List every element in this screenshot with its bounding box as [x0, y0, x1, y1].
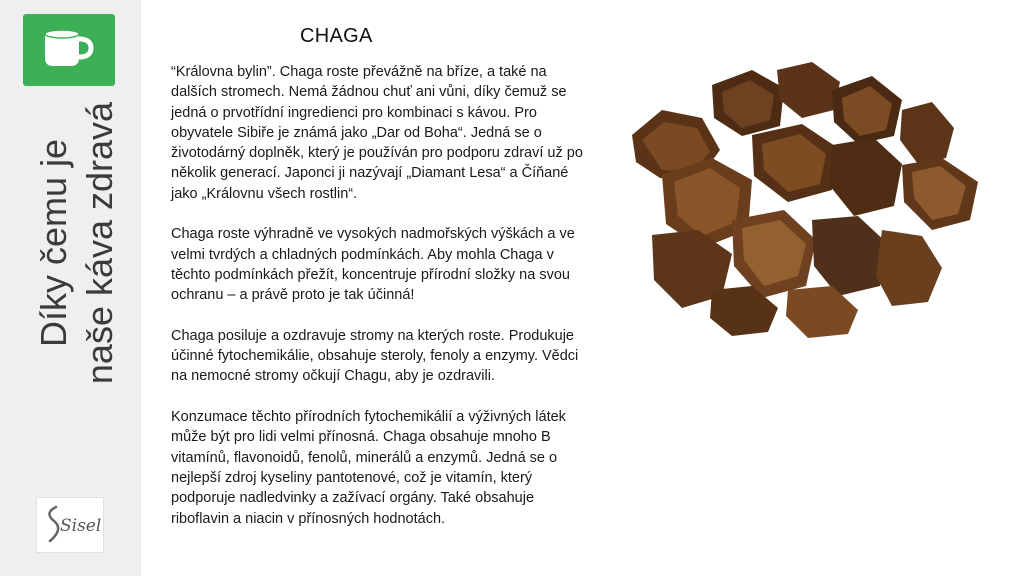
page-title: CHAGA: [300, 25, 373, 47]
paragraph: Chaga roste výhradně ve vysokých nadmořských výškách a ve velmi tvrdých a chladných podmínkách. Aby mohla Chaga v těchto podmínkách přežít, koncentruje přírodní složky na svou ochranu – a právě proto je tak účinná!: [171, 226, 575, 304]
paragraph: “Královna bylin”. Chaga roste převážně na bříze, a také na dalších stromech. Nemá žádnou chuť ani vůni, díky čemuž se jedná o prvotřídní ingredienci pro kombinaci s kávou. Pro obyvatele Sibiře je známá jako „Dar od Boha“. Jedná se o životodárný doplněk, který je používán pro podporu zdraví už po několik generací. Japonci ji nazývají „Diamant Lesa“ a Číňané jako „Královnu všech rostlin“.: [171, 64, 583, 202]
section-title-line2: naše káva zdravá: [79, 101, 120, 385]
sisel-logo: [36, 497, 104, 553]
sidebar: [0, 0, 141, 576]
paragraph: Chaga posiluje a ozdravuje stromy na kterých roste. Produkuje účinné fytochemikálie, obsahuje steroly, fenoly a enzymy. Vědci na nemocné stromy očkují Chagu, aby je ozdravili.: [171, 327, 579, 385]
section-title-line1: Díky čemu je: [33, 138, 74, 348]
section-title: [31, 102, 123, 384]
chaga-photo: [602, 40, 1002, 345]
paragraph: Konzumace těchto přírodních fytochemikálií a výživných látek může být pro lidi velmi přínosná. Chaga obsahuje mnoho B vitamínů, flavonoidů, fenolů, minerálů a enzymů. Jedná se o nejlepší zdroj kyseliny pantotenové, což je vitamín, který podporuje nadledvinky a zažívací orgány. Také obsahuje riboflavin a niacin v přínosných hodnotách.: [171, 409, 566, 527]
logo-wordmark: Sisel: [60, 516, 102, 536]
coffee-app-tile[interactable]: [23, 14, 115, 86]
coffee-cup-icon: [41, 28, 97, 70]
article-body: [171, 62, 589, 549]
